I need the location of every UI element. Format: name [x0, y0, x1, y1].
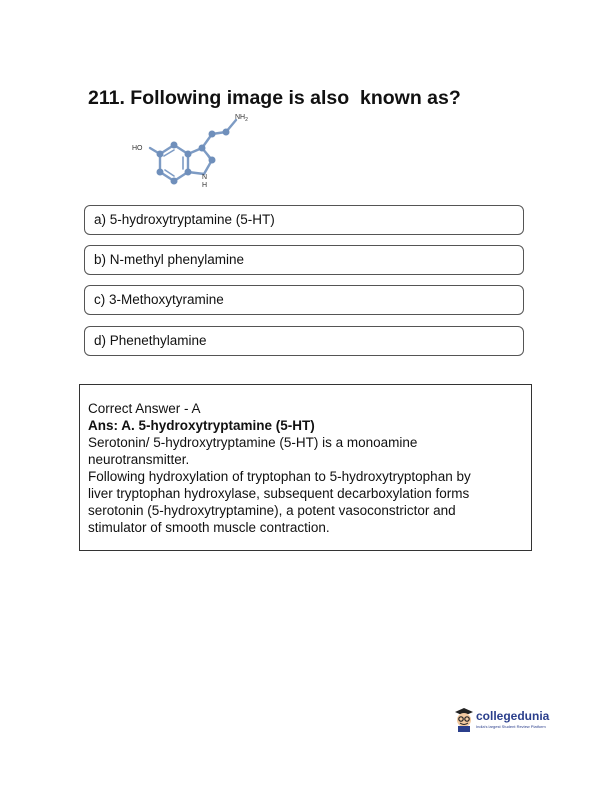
option-c[interactable]: c) 3-Methoxytyramine	[84, 285, 524, 315]
h-label: H	[202, 182, 208, 189]
explanation-line: Following hydroxylation of tryptophan to 5-hydroxytryptophan by	[88, 469, 471, 484]
nh2-label: $NH_2$	[235, 114, 248, 123]
logo-name: collegedunia	[476, 709, 550, 723]
explanation-line: liver tryptophan hydroxylase, subsequent decarboxylation forms	[88, 486, 470, 501]
option-d[interactable]: d) Phenethylamine	[84, 326, 524, 356]
question-title: 211. Following image is also known as?	[88, 87, 461, 109]
graduate-mascot-icon	[453, 706, 475, 732]
explanation-line: serotonin (5-hydroxytryptamine), a potent vasoconstrictor and	[88, 503, 456, 518]
logo-tagline: India's largest Student Review Platform	[476, 724, 546, 729]
explanation-line: neurotransmitter.	[88, 452, 190, 467]
answer-heading: Ans: A. 5-hydroxytryptamine (5-HT)	[88, 418, 315, 433]
correct-answer-text: Correct Answer - A	[88, 401, 201, 416]
n-label: N	[202, 174, 208, 181]
ho-label: HO	[132, 145, 143, 152]
answer-explanation-box	[79, 384, 532, 551]
option-b[interactable]: b) N-methyl phenylamine	[84, 245, 524, 275]
serotonin-structure-image	[120, 110, 280, 196]
option-a[interactable]: a) 5-hydroxytryptamine (5-HT)	[84, 205, 524, 235]
collegedunia-logo	[453, 706, 563, 736]
explanation-line: Serotonin/ 5-hydroxytryptamine (5-HT) is a monoamine	[88, 435, 418, 450]
explanation-line: stimulator of smooth muscle contraction.	[88, 520, 330, 535]
